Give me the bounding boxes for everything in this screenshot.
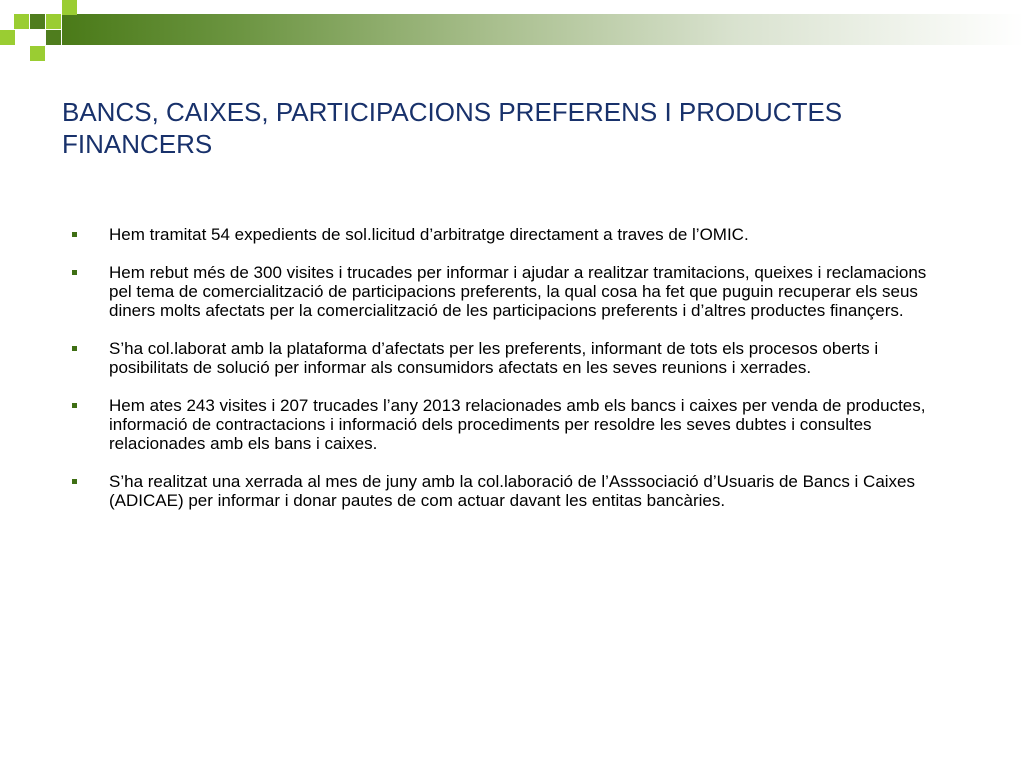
decorative-square bbox=[0, 30, 15, 45]
decorative-square bbox=[62, 0, 77, 15]
bullet-text: Hem tramitat 54 expedients de sol.licitud d’arbitratge directament a traves de l’OMIC. bbox=[109, 225, 749, 244]
square-bullet-icon bbox=[72, 270, 77, 275]
slide-title: BANCS, CAIXES, PARTICIPACIONS PREFERENS I PRODUCTES FINANCERS bbox=[62, 97, 843, 159]
bullet-text: Hem ates 243 visites i 207 trucades l’any 2013 relacionades amb els bancs i caixes per venda de productes, informació de contractacions i informació dels procediments per resoldre les seves dubtes i consultes relacionades amb els bans i caixes. bbox=[109, 396, 926, 453]
bullet-text: Hem rebut més de 300 visites i trucades per informar i ajudar a realitzar tramitacions, queixes i reclamacions pel tema de comercialització de participacions preferents, la qual cosa ha fet que puguin recuperar els seus diners molts afectats per la comercialització de les participacions preferents i d’altres productes finançers. bbox=[109, 263, 927, 320]
bullet-text: S’ha col.laborat amb la plataforma d’afectats per les preferents, informant de tots els procesos oberts i posibilitats de solució per informar als consumidors afectats en les seves reunions i xerrades. bbox=[109, 339, 879, 377]
decorative-square bbox=[30, 46, 45, 61]
bullet-item bbox=[72, 339, 952, 377]
decorative-square bbox=[46, 14, 61, 29]
square-bullet-icon bbox=[72, 346, 77, 351]
bullet-item bbox=[72, 225, 952, 244]
bullet-item bbox=[72, 263, 952, 320]
bullet-item bbox=[72, 396, 952, 453]
bullet-text: S’ha realitzat una xerrada al mes de juny amb la col.laboració de l’Asssociació d’Usuaris de Bancs i Caixes (ADICAE) per informar i donar pautes de com actuar davant les entitas bancàries. bbox=[109, 472, 916, 510]
square-bullet-icon bbox=[72, 403, 77, 408]
square-bullet-icon bbox=[72, 232, 77, 237]
header-gradient-band bbox=[62, 14, 1024, 45]
square-bullet-icon bbox=[72, 479, 77, 484]
bullet-list bbox=[72, 225, 952, 529]
decorative-square bbox=[46, 30, 61, 45]
bullet-item bbox=[72, 472, 952, 510]
decorative-square bbox=[14, 14, 29, 29]
decorative-square bbox=[30, 14, 45, 29]
